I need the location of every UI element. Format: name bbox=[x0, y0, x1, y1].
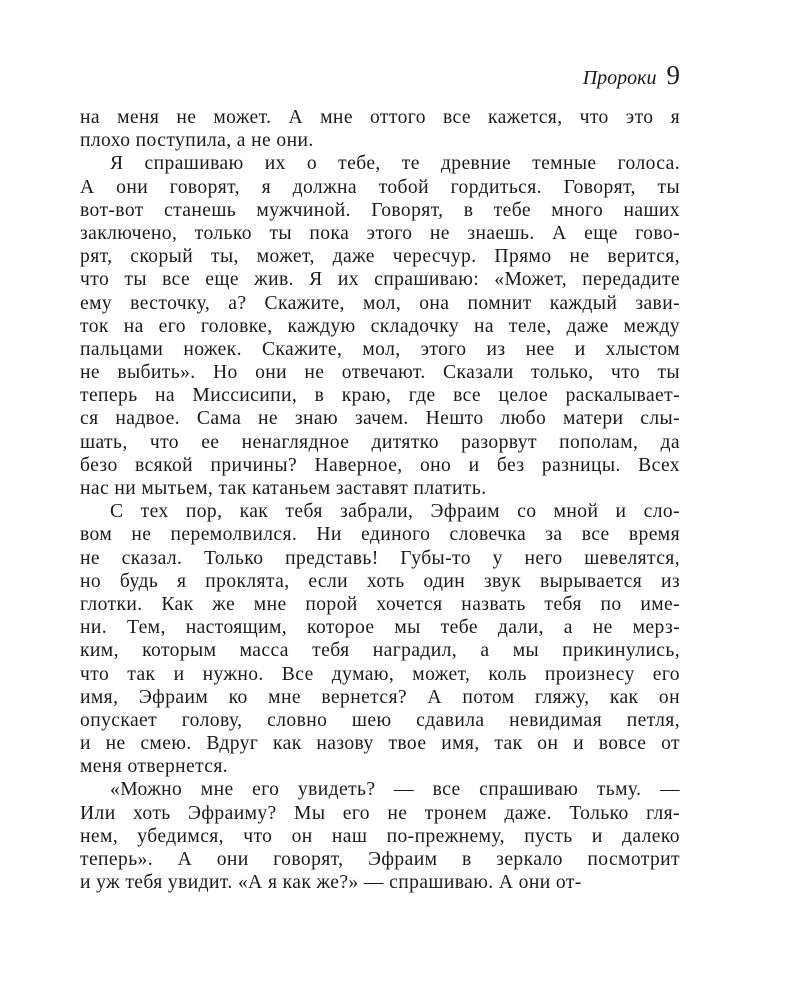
text-line: глотки. Как же мне порой хочется назвать тебя по име- bbox=[80, 593, 680, 615]
text-line: вот-вот станешь мужчиной. Говорят, в тебе много наших bbox=[80, 199, 680, 221]
text-line: заключено, только ты пока этого не знаешь. А еще гово- bbox=[80, 222, 680, 244]
text-line: ток на его головке, каждую складочку на теле, даже между bbox=[80, 315, 680, 337]
paragraph bbox=[80, 106, 680, 152]
paragraph bbox=[80, 500, 680, 778]
text-line: и уж тебя увидит. «А я как же?» — спрашиваю. А они от- bbox=[80, 872, 582, 894]
text-line: безо всякой причины? Наверное, оно и без разницы. Всех bbox=[80, 454, 680, 476]
text-line: С тех пор, как тебя забрали, Эфраим со мной и сло- bbox=[110, 501, 680, 523]
text-line: нас ни мытьем, так катаньем заставят платить. bbox=[80, 478, 487, 499]
text-line: но будь я проклята, если хоть один звук вырывается из bbox=[80, 570, 680, 592]
text-line: рят, скорый ты, может, даже чересчур. Прямо не верится, bbox=[80, 246, 680, 268]
text-line: не выбить». Но они не отвечают. Сказали только, что ты bbox=[80, 362, 680, 384]
text-line: пальцами ножек. Скажите, мол, этого из нее и хлыстом bbox=[80, 338, 680, 360]
text-line: ким, которым масса тебя наградил, а мы прикинулись, bbox=[80, 640, 680, 662]
text-line: Я спрашиваю их о тебе, те древние темные голоса. bbox=[110, 153, 680, 175]
text-line: не сказал. Только представь! Губы-то у него шевелятся, bbox=[80, 547, 680, 569]
text-line: на меня не может. А мне оттого все кажется, что это я bbox=[80, 107, 680, 128]
running-title: Пророки bbox=[582, 67, 657, 89]
text-line: меня отвернется. bbox=[80, 756, 229, 778]
text-line: ему весточку, а? Скажите, мол, она помнит каждый зави- bbox=[80, 292, 680, 314]
text-line: что ты все еще жив. Я их спрашиваю: «Может, передадите bbox=[80, 269, 680, 291]
book-page bbox=[80, 0, 680, 1000]
text-line: нем, убедимся, что он наш по-прежнему, пусть и далеко bbox=[80, 825, 680, 847]
text-line: А они говорят, я должна тобой гордиться. Говорят, ты bbox=[80, 176, 680, 198]
text-line: вом не перемолвился. Ни единого словечка за все время bbox=[80, 524, 680, 546]
page-number: 9 bbox=[666, 60, 680, 90]
paragraph bbox=[80, 778, 680, 894]
text-line: шать, что ее ненаглядное дитятко разорвут пополам, да bbox=[80, 431, 680, 453]
text-line: «Можно мне его увидеть? — все спрашиваю тьму. — bbox=[110, 779, 680, 801]
text-line: имя, Эфраим ко мне вернется? А потом гляжу, как он bbox=[80, 686, 680, 708]
text-line: теперь на Миссисипи, в краю, где все целое раскалывает- bbox=[80, 385, 680, 407]
running-head bbox=[583, 62, 680, 89]
text-line: и не смею. Вдруг как назову твое имя, так он и вовсе от bbox=[80, 733, 680, 755]
text-line: плохо поступила, а не они. bbox=[80, 130, 314, 152]
body-text bbox=[80, 106, 680, 894]
text-line: ни. Тем, настоящим, которое мы тебе дали, а не мерз- bbox=[80, 617, 680, 639]
text-line: опускает голову, словно шею сдавила невидимая петля, bbox=[80, 709, 680, 731]
text-line: что так и нужно. Все думаю, может, коль произнесу его bbox=[80, 663, 680, 685]
text-line: ся надвое. Сама не знаю зачем. Нешто любо матери слы- bbox=[80, 408, 680, 430]
text-line: теперь». А они говорят, Эфраим в зеркало посмотрит bbox=[80, 849, 680, 870]
text-line: Или хоть Эфраиму? Мы его не тронем даже. Только гля- bbox=[80, 802, 680, 824]
paragraph bbox=[80, 152, 680, 500]
